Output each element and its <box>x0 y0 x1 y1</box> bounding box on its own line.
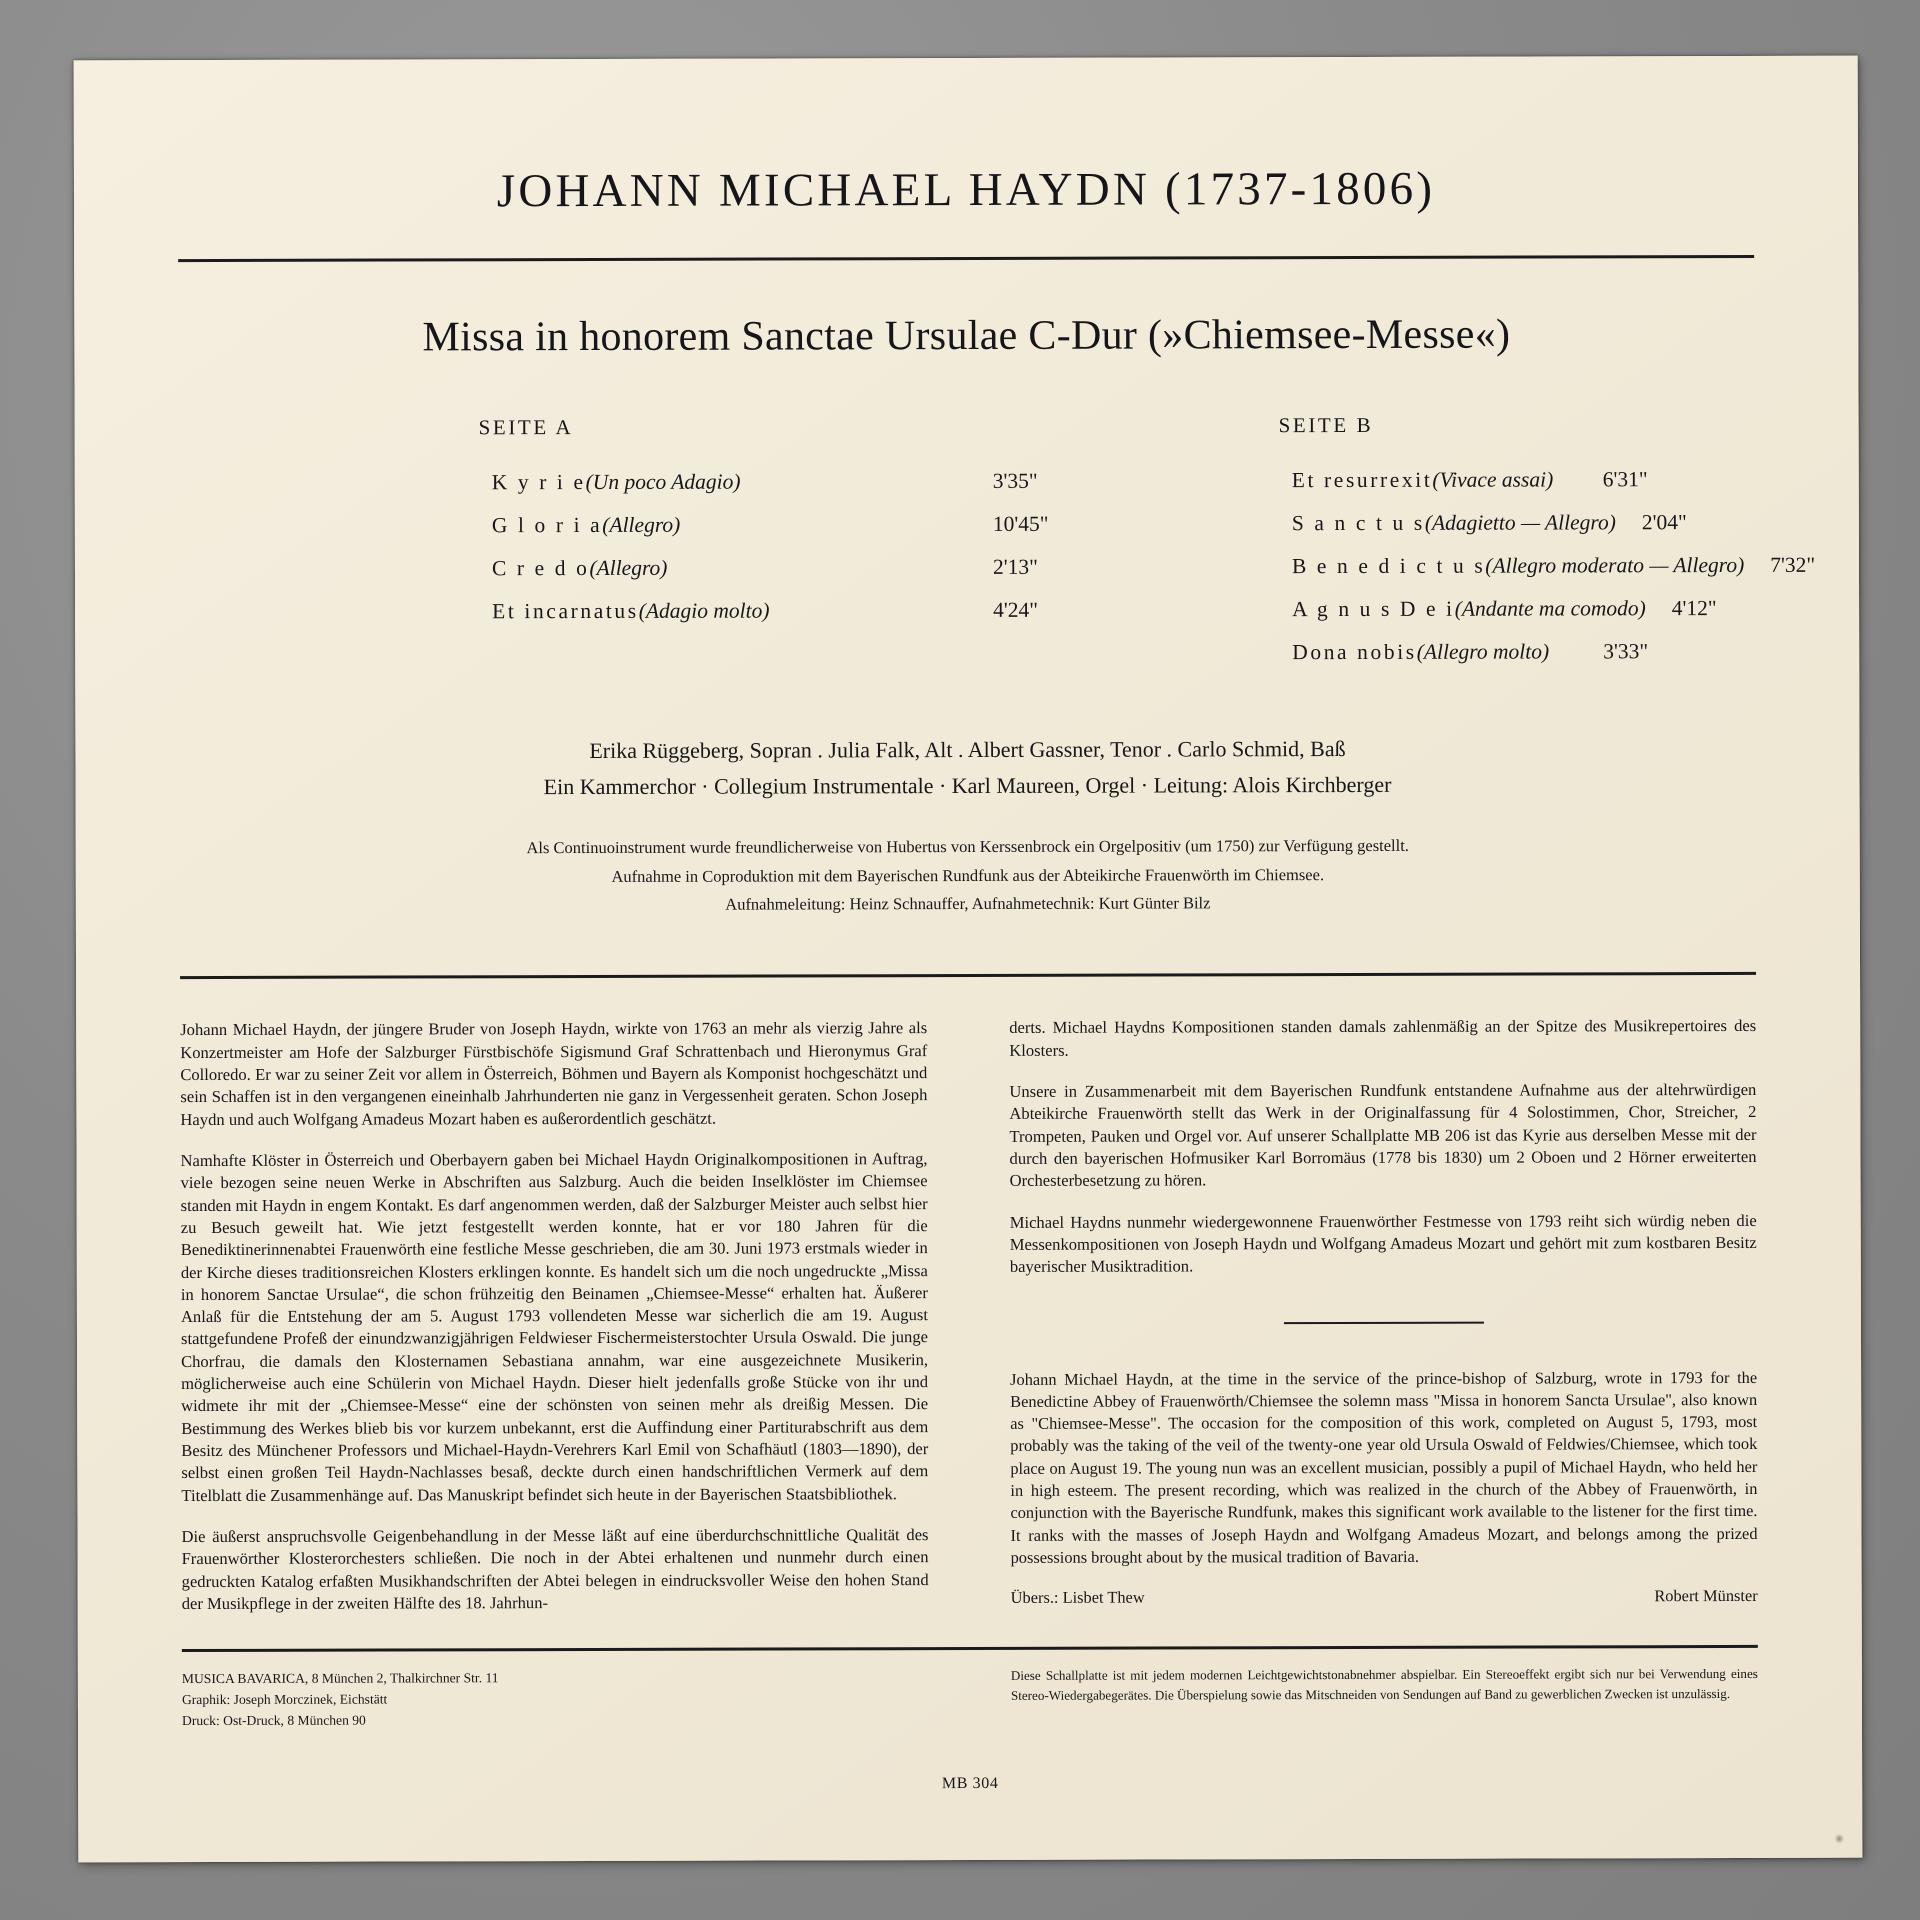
paragraph: Die äußerst anspruchsvolle Geigenbehandlung in der Messe läßt auf eine überdurchschnittliche Qualität des Frauenwörther Klosterorchesters schließen. Die noch in der Abtei erhaltenen und nunmehr durch einen gedruckten Katalog erfaßten Musikhandschriften der Abtei belegen in eindrucksvoller Weise den hohen Stand der Musikpflege in der zweiten Hälfte des 18. Jahrhun- <box>181 1525 929 1613</box>
paragraph: derts. Michael Haydns Kompositionen standen damals zahlenmäßig an der Spitze des Musikrepertoires des Klosters. <box>1009 1016 1757 1060</box>
track-duration: 10'45" <box>992 511 1049 536</box>
track-title: Et resurrexit(Vivace assai) <box>1291 467 1554 493</box>
track-duration: 2'13" <box>992 554 1038 579</box>
page-title: JOHANN MICHAEL HAYDN (1737-1806) <box>496 162 1436 218</box>
side-a-label: SEITE A <box>478 415 574 440</box>
performers-block <box>75 730 1859 806</box>
performers-line-soloists: Erika Rüggeberg, Sopran . Julia Falk, Alt . Albert Gassner, Tenor . Carlo Schmid, Baß <box>589 736 1346 763</box>
liner-notes-left-column <box>180 1017 929 1615</box>
divider-short <box>1283 1321 1483 1324</box>
footer <box>78 1648 1862 1732</box>
catalog-number: MB 304 <box>941 1775 999 1793</box>
recording-credits <box>76 831 1860 921</box>
track-row <box>1279 639 1699 665</box>
paragraph: Johann Michael Haydn, der jüngere Bruder von Joseph Haydn, wirkte von 1763 an mehr als vierzig Jahre als Konzertmeister am Hofe der Salzburger Fürstbischöfe Sigismund Graf Schrattenbach und Hieronymus Graf Colloredo. Er war zu seiner Zeit vor allem in Österreich, Böhmen und Bayern als Komponist hochgeschätzt und sein Schaffen ist in den vergangenen eineinhalb Jahrhunderten nie ganz in Vergessenheit geraten. Schon Joseph Haydn und auch Wolfgang Amadeus Mozart haben es außerordentlich geschätzt. <box>180 1018 928 1129</box>
track-title: K y r i e(Un poco Adagio) <box>491 469 741 495</box>
credit-coproduction: Aufnahme in Coproduktion mit dem Bayerischen Rundfunk aus der Abteikirche Frauenwörth im Chiemsee. <box>611 864 1325 886</box>
credit-continuo: Als Continuoinstrument wurde freundlicherweise von Hubertus von Kerssenbrock ein Orgelpositiv (um 1750) zur Verfügung gestellt. <box>526 836 1409 858</box>
track-duration: 2'04" <box>1641 510 1687 535</box>
side-b-label: SEITE B <box>1278 412 1374 438</box>
track-row <box>479 598 1089 625</box>
english-notes <box>1010 1366 1758 1608</box>
track-row <box>1279 552 1816 579</box>
track-duration: 3'33" <box>1603 639 1649 664</box>
playback-notice: Diese Schallplatte ist mit jedem modernen Leichtgewichtstonabnehmer abspielbar. Ein Stereoeffekt ergibt sich nur bei Verwendung eines Stereo-Wiedergabegerätes. Die Überspielung sowie das Mitschneiden von Sendungen auf Band zu gewerblichen Zwecken ist unzulässig. <box>1010 1666 1758 1703</box>
divider-middle <box>180 972 1756 979</box>
translator-credit: Übers.: Lisbet Thew <box>1010 1587 1145 1608</box>
track-duration: 6'31" <box>1602 467 1648 492</box>
liner-notes <box>76 1015 1862 1615</box>
track-row <box>1279 510 1699 536</box>
track-duration: 3'35" <box>992 468 1038 493</box>
track-title: Dona nobis(Allegro molto) <box>1292 639 1550 665</box>
track-duration: 4'12" <box>1671 596 1717 621</box>
track-row <box>1279 467 1699 493</box>
track-duration: 7'32" <box>1770 552 1816 577</box>
track-row <box>479 512 1089 539</box>
paragraph: Johann Michael Haydn, at the time in the service of the prince-bishop of Salzburg, wrote in 1793 for the Benedictine Abbey of Frauenwörth/Chiemsee the solemn mass "Missa in honorem Sancta Ursulae", also known as "Chiemsee-Messe". The occasion for the composition of this work, completed on August 5, 1793, most probably was the taking of the veil of the twenty-one year old Ursula Oswald of Feldwies/Chiemsee, which took place on August 19. The young nun was an excellent musician, possibly a pupil of Michael Haydn, who held her in high esteem. The present recording, which was realized in the church of the Abbey of Frauenwörth, in conjunction with the Bayerische Rundfunk, makes this significant work available to the listener for the first time. It ranks with the masses of Joseph Haydn and Wolfgang Amadeus Mozart, and belongs among the prized possessions brought about by the musical tradition of Bavaria. <box>1010 1367 1758 1567</box>
work-title: Missa in honorem Sanctae Ursulae C-Dur (»Chiemsee-Messe«) <box>422 311 1511 361</box>
divider-top <box>178 255 1754 262</box>
track-title: B e n e d i c t u s(Allegro moderato — Allegro) <box>1291 552 1745 579</box>
label-address: MUSICA BAVARICA, 8 München 2, Thalkirchner Str. 11 <box>181 1670 499 1687</box>
performers-line-ensemble: Ein Kammerchor · Collegium Instrumentale · Karl Maureen, Orgel · Leitung: Alois Kirchberger <box>543 771 1392 799</box>
track-title: G l o r i a(Allegro) <box>491 512 681 538</box>
paragraph: Michael Haydns nunmehr wiedergewonnene Frauenwörther Festmesse von 1793 reiht sich würdig neben die Messenkompositionen von Joseph Haydn und Wolfgang Amadeus Mozart und gehört mit zum kostbaren Besitz bayerischer Musiktradition. <box>1009 1210 1757 1277</box>
attribution-row <box>1011 1586 1758 1608</box>
track-row <box>479 555 1089 582</box>
graphics-credit: Graphik: Joseph Morczinek, Eichstätt <box>181 1691 388 1708</box>
footer-left <box>182 1666 929 1731</box>
liner-notes-right-column <box>1009 1015 1758 1613</box>
side-b-column <box>1089 412 1816 684</box>
side-a-column <box>479 414 1090 686</box>
track-title: A g n u s D e i(Andante ma comodo) <box>1292 596 1646 622</box>
track-title: S a n c t u s(Adagietto — Allegro) <box>1291 510 1616 536</box>
credit-engineering: Aufnahmeleitung: Heinz Schnauffer, Aufnahmetechnik: Kurt Günter Bilz <box>725 893 1211 914</box>
tracklist <box>75 412 1860 687</box>
track-row <box>1279 596 1717 622</box>
track-duration: 4'24" <box>993 597 1039 622</box>
paragraph: Unsere in Zusammenarbeit mit dem Bayerischen Rundfunk entstandene Aufnahme aus der altehrwürdigen Abteikirche Frauenwörth stellt das Werk in der Originalfassung für 4 Solostimmen, Chor, Streicher, 2 Trompeten, Pauken und Orgel vor. Auf unserer Schallplatte MB 206 ist das Kyrie aus derselben Messe mit der durch den bayerischen Hofmusiker Karl Borromäus (1778 bis 1830) um 2 Oboen und 2 Hörner erweiterten Orchesterbesetzung zu hören. <box>1009 1079 1757 1191</box>
track-title: Et incarnatus(Adagio molto) <box>492 598 770 624</box>
album-sleeve-back <box>74 56 1863 1863</box>
corner-wear-mark <box>1834 1834 1844 1844</box>
track-row <box>479 469 1089 496</box>
print-credit: Druck: Ost-Druck, 8 München 90 <box>181 1712 366 1729</box>
paragraph: Namhafte Klöster in Österreich und Oberbayern gaben bei Michael Haydn Originalkompositionen in Auftrag, viele bezogen seine neuen Werke in Abschriften aus Salzburg. Auch die beiden Inselklöster im Chiemsee standen mit Haydn in engem Kontakt. Es darf angenommen werden, daß der Salzburger Meister auch selbst hier zu Besuch geweilt hat. Wie jetzt festgestellt werden konnte, hat er vor 180 Jahren für die Benediktinerinnenabtei Frauenwörth eine festliche Messe geschrieben, die am 30. Juni 1973 erstmals wieder in der Kirche dieses traditionsreichen Klosters erklingen konnte. Es handelt sich um die noch ungedruckte „Missa in honorem Sanctae Ursulae“, die schon frühzeitig den Beinamen „Chiemsee-Messe“ erhalten hat. Äußerer Anlaß für die Entstehung der am 5. August 1793 vollendeten Messe war sicherlich die am 19. August stattgefundene Profeß der einundzwanzigjährigen Feldwieser Fischermeisterstochter Ursula Oswald. Die junge Chorfrau, die damals den Klosternamen Sebastiana annahm, war eine ausgezeichnete Musikerin, möglicherweise auch eine Schülerin von Michael Haydn. Dieser hielt jedenfalls große Stücke von ihr und widmete ihr mit der „Chiemsee-Messe“ eine der schönsten von seinen mehr als dreißig Messen. Die Bestimmung des Werkes blieb bis vor kurzem unbekannt, erst die Auffindung einer Partiturabschrift aus dem Besitz des Münchener Professors und Michael-Haydn-Verehrers Karl Emil von Schafhäutl (1803—1890), der selbst einen großen Teil Haydn-Nachlasses besaß, deckte durch einen handschriftlichen Vermerk auf dem Titelblatt die Zusammenhänge auf. Das Manuskript befindet sich heute in der Bayerischen Staatsbibliothek. <box>180 1149 929 1505</box>
author-credit: Robert Münster <box>1654 1586 1758 1606</box>
track-title: C r e d o(Allegro) <box>491 555 668 581</box>
